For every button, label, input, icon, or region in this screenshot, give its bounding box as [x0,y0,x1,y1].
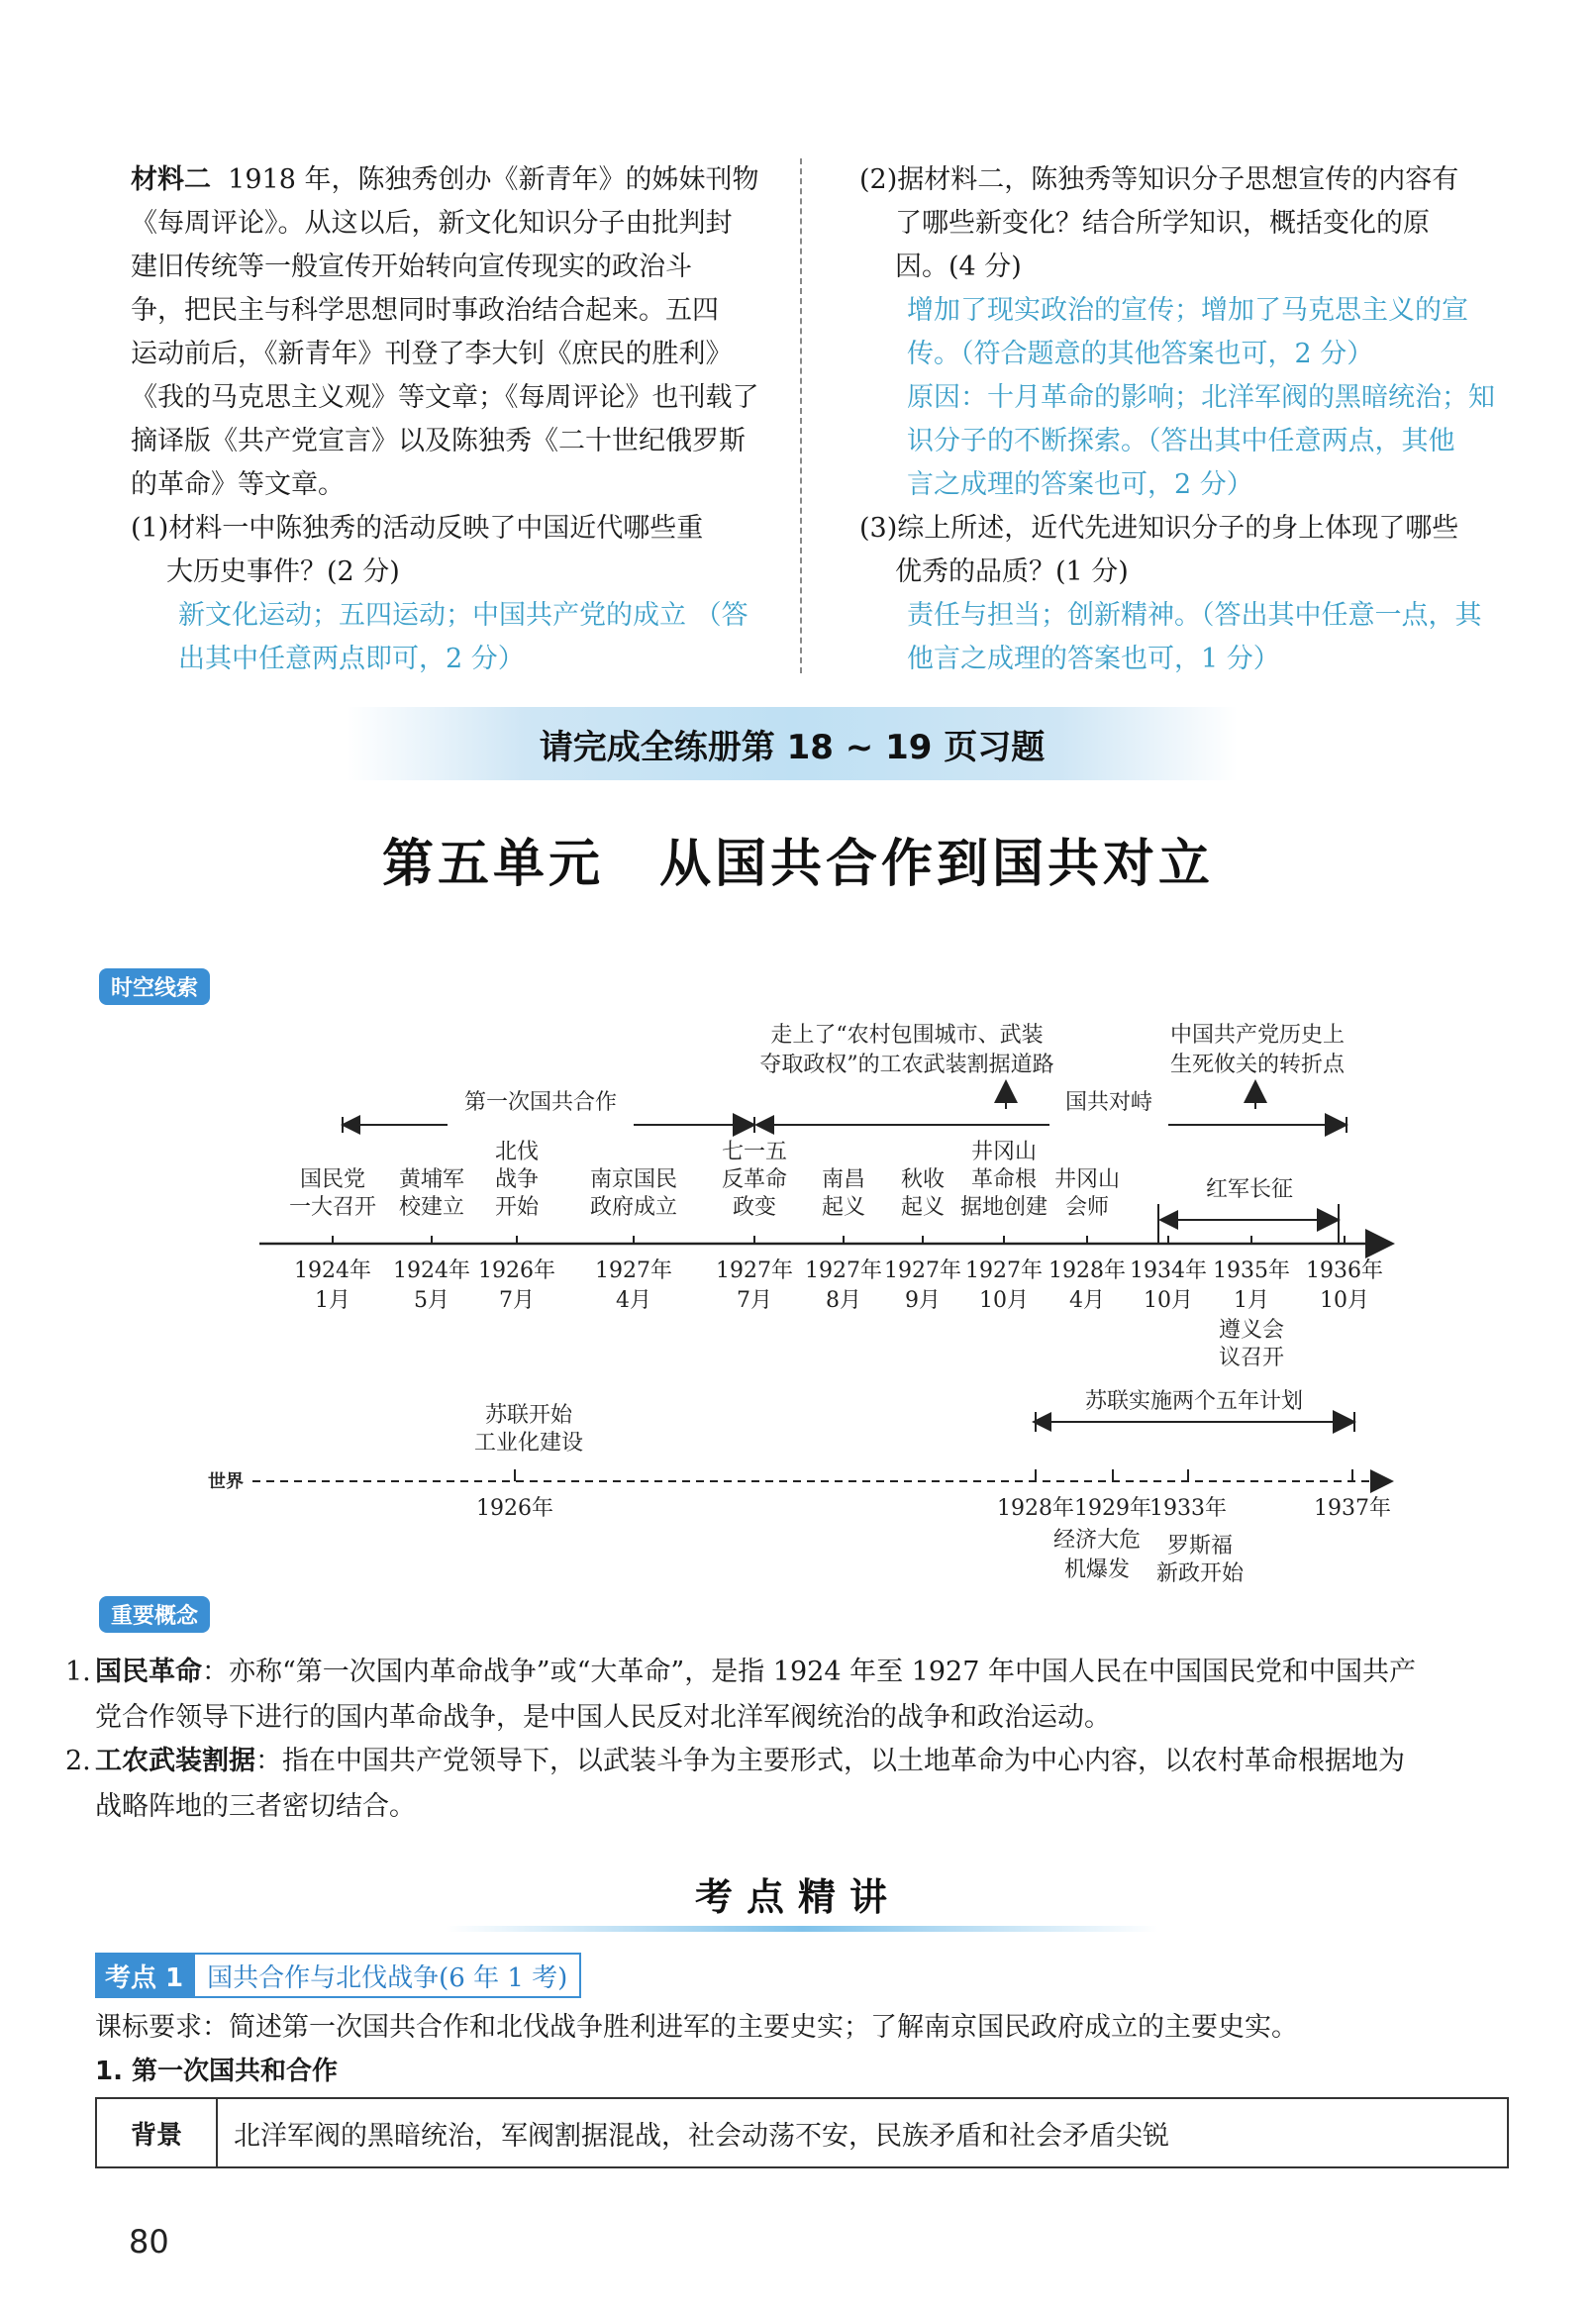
concept-text-cont: 党合作领导下进行的国内革命战争，是中国人民反对北洋军阀统治的战争和政治运动。 [95,1702,1111,1733]
question-1-cont: 大历史事件？(2 分) [166,556,400,587]
rural-note-2: 夺取政权”的工农武装割据道路 [759,1053,1054,1077]
event-label: 政府成立 [589,1195,678,1220]
event-date: 1927年 [965,1258,1043,1283]
event-date: 1927年 [595,1258,672,1283]
event-label: 开始 [494,1195,540,1220]
question-2-cont: 了哪些新变化？结合所学知识，概括变化的原 [895,208,1430,239]
material-line: 《我的马克思主义观》等文章；《每周评论》也刊载了 [131,382,759,413]
zunyi-note-1: 中国共产党历史上 [1169,1023,1346,1048]
event-date: 10月 [979,1288,1029,1313]
world-date: 1928年 [997,1496,1074,1521]
event-label: 据地创建 [959,1195,1048,1220]
event-date: 4月 [1069,1288,1105,1313]
event-label: 会师 [1064,1195,1110,1220]
exercise-banner: 请完成全练册第 18 ~ 19 页习题 [347,707,1238,780]
event-date: 1927年 [884,1258,961,1283]
event-label: 南京国民 [589,1167,678,1192]
table-cell: 北洋军阀的黑暗统治，军阀割据混战，社会动荡不安，民族矛盾和社会矛盾尖锐 [234,2120,1169,2152]
event-date: 7月 [737,1288,772,1313]
event-date: 1月 [315,1288,350,1313]
concept-number: 1. [65,1657,91,1687]
table-header: 背景 [97,2099,218,2166]
event-label: 南昌 [821,1167,866,1192]
event-date: 4月 [616,1288,651,1313]
left-column [131,158,784,681]
kaodian-header [95,1953,581,1998]
event-label: 秋收 [900,1167,946,1192]
material-line: 摘译版《共产党宣言》以及陈独秀《二十世纪俄罗斯 [131,426,746,456]
world-date: 1929年 [1074,1496,1151,1521]
world-date: 1933年 [1149,1496,1227,1521]
event-label: 反革命 [721,1167,788,1192]
world-ticks [476,1469,1391,1521]
event-label: 政变 [732,1195,777,1220]
event-label: 战争 [494,1167,540,1192]
question-3-cont: 优秀的品质？(1 分) [895,556,1129,587]
event-date: 7月 [499,1288,535,1313]
material-line: 的革命》等文章。 [131,469,345,500]
background-table [95,2097,1509,2168]
event-label: 革命根 [970,1167,1038,1192]
event-date: 1926年 [478,1258,555,1283]
section-underline [446,1926,1158,1932]
newdeal-2: 新政开始 [1155,1561,1245,1586]
event-date: 1927年 [716,1258,793,1283]
event-date: 5月 [414,1288,449,1313]
crisis-1: 经济大危 [1052,1528,1142,1553]
answer-1: 新文化运动；五四运动；中国共产党的成立 （答 [178,600,748,631]
event-date: 1927年 [805,1258,882,1283]
timeline-events [289,1140,1383,1313]
concept-1 [65,1650,1521,1741]
event-label: 井冈山 [970,1140,1038,1164]
concept-term: 工农武装割据 [95,1746,255,1776]
event-label: 校建立 [398,1195,465,1220]
event-date: 8月 [826,1288,861,1313]
question-2: (2)据材料二，陈独秀等知识分子思想宣传的内容有 [859,164,1459,195]
event-date: 1月 [1234,1288,1269,1313]
soviet-plan-label: 苏联实施两个五年计划 [1084,1389,1304,1414]
answer-2: 增加了现实政治的宣传；增加了马克思主义的宣 [907,295,1468,326]
material-line: 争，把民主与科学思想同时事政治结合起来。五四 [131,295,719,326]
timeline-tag: 时空线索 [99,968,210,1005]
concept-text: ：指在中国共产党领导下，以武装斗争为主要形式，以土地革命为中心内容，以农村革命根据地为 [255,1746,1405,1776]
right-column [859,158,1533,681]
material-2-first-line: 材料二 1918 年，陈独秀创办《新青年》的姊妹刊物 [131,164,759,195]
event-label: 井冈山 [1053,1167,1121,1192]
period-first-cooperation: 第一次国共合作 [463,1090,618,1115]
concept-text: ：亦称“第一次国内革命战争”或“大革命”，是指 1924 年至 1927 年中国人民在中国国民党和中国共产 [202,1657,1416,1687]
material-line: 建旧传统等一般宣传开始转向宣传现实的政治斗 [131,251,692,282]
event-date: 1928年 [1048,1258,1126,1283]
answer-2: 言之成理的答案也可，2 分） [907,469,1253,500]
answer-2: 识分子的不断探索。（答出其中任意两点，其他 [907,426,1455,456]
section-title: 考点精讲 [694,1875,901,1919]
concept-number: 2. [65,1746,91,1776]
answer-3: 他言之成理的答案也可，1 分） [907,644,1280,674]
event-date: 1936年 [1306,1258,1383,1283]
concept-term: 国民革命 [95,1657,202,1687]
long-march-label: 红军长征 [1205,1177,1294,1202]
answer-3: 责任与担当；创新精神。（答出其中任意一点，其 [907,600,1482,631]
column-divider [800,158,802,673]
page-number: 80 [129,2223,169,2261]
material-label: 材料二 [131,164,211,195]
material-line: 《每周评论》。从这以后，新文化知识分子由批判封 [131,208,733,239]
newdeal-1: 罗斯福 [1166,1534,1234,1559]
answer-2: 传。（符合题意的其他答案也可，2 分） [907,339,1374,369]
kaodian-label: 考点 1 [95,1953,193,1998]
subheading: 1. 第一次国共和合作 [95,2057,339,2086]
world-date: 1926年 [476,1496,553,1521]
event-date: 1935年 [1213,1258,1290,1283]
zunyi-note-2: 生死攸关的转折点 [1169,1053,1346,1077]
event-date: 10月 [1144,1288,1193,1313]
concept-text-cont: 战略阵地的三者密切结合。 [95,1791,416,1822]
answer-2: 原因：十月革命的影响；北洋军阀的黑暗统治；知 [907,382,1495,413]
timeline-diagram [0,1010,1596,1604]
unit-title: 第五单元 从国共合作到国共对立 [381,835,1214,894]
period-confrontation: 国共对峙 [1064,1090,1153,1115]
kaodian-topic: 国共合作与北伐战争(6 年 1 考) [193,1953,581,1998]
question-1: (1)材料一中陈独秀的活动反映了中国近代哪些重 [131,513,704,544]
concepts-tag: 重要概念 [99,1596,210,1633]
event-date: 9月 [905,1288,941,1313]
event-date: 10月 [1320,1288,1369,1313]
rural-note-1: 走上了“农村包围城市、武装 [770,1023,1044,1048]
material-line: 运动前后，《新青年》刊登了李大钊《庶民的胜利》 [131,339,733,369]
event-date: 1924年 [393,1258,470,1283]
event-label: 国民党 [299,1167,366,1192]
question-3: (3)综上所述，近代先进知识分子的身上体现了哪些 [859,513,1459,544]
question-2-cont: 因。(4 分) [895,251,1022,282]
soviet-industrial-1: 苏联开始 [484,1403,573,1428]
event-date: 1924年 [294,1258,371,1283]
world-label: 世界 [208,1471,244,1492]
event-label: 起义 [900,1195,946,1220]
event-label: 黄埔军 [398,1167,465,1192]
event-label: 起义 [821,1195,866,1220]
concept-2 [65,1739,1521,1830]
zunyi-event-1: 遵义会 [1218,1318,1285,1343]
curriculum-requirement: 课标要求：简述第一次国共合作和北伐战争胜利进军的主要史实；了解南京国民政府成立的主要史实。 [95,2012,1298,2043]
zunyi-event-2: 议召开 [1218,1346,1285,1370]
event-date: 1934年 [1130,1258,1207,1283]
answer-1-cont: 出其中任意两点即可，2 分） [178,644,525,674]
event-label: 七一五 [721,1140,788,1164]
event-label: 北伐 [494,1140,540,1164]
crisis-2: 机爆发 [1063,1558,1131,1582]
event-label: 一大召开 [288,1195,377,1220]
world-date: 1937年 [1314,1496,1391,1521]
soviet-industrial-2: 工业化建设 [473,1431,584,1456]
